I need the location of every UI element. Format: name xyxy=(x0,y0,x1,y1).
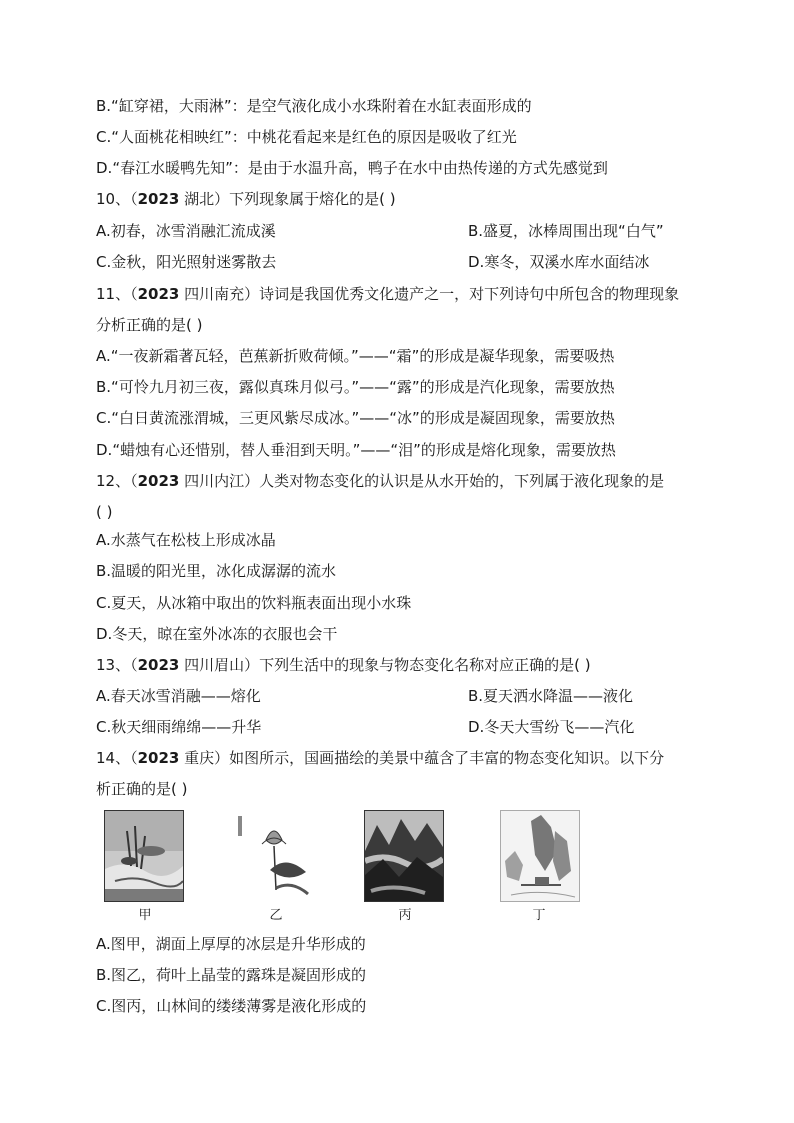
q13-number: 13、（ xyxy=(96,656,138,674)
figure-ding-caption: 丁 xyxy=(532,908,546,923)
q12-option-d: D.冬天，晾在室外冰冻的衣服也会干 xyxy=(96,625,338,643)
q10-option-b: B.盛夏，冰棒周围出现“白气” xyxy=(468,222,664,240)
q10-number: 10、（ xyxy=(96,190,138,208)
q14-stem-line2: 析正确的是( ) xyxy=(96,780,188,798)
q12-stem-line2: ( ) xyxy=(96,503,113,521)
q9-option-d: D.“春江水暖鸭先知”：是由于水温升高，鸭子在水中由热传递的方式先感觉到 xyxy=(96,159,608,177)
q14-option-c: C.图丙，山林间的缕缕薄雾是液化形成的 xyxy=(96,997,367,1015)
q10-option-d: D.寒冬，双溪水库水面结冰 xyxy=(468,253,650,271)
q12-year: 2023 xyxy=(137,472,180,490)
q13-option-c: C.秋天细雨绵绵——升华 xyxy=(96,718,262,736)
q10-option-a: A.初春，冰雪消融汇流成溪 xyxy=(96,222,276,240)
q13-option-a: A.春天冰雪消融——熔化 xyxy=(96,687,261,705)
q10-year: 2023 xyxy=(137,190,180,208)
q11-option-d: D.“蜡烛有心还惜别，替人垂泪到天明。”——“泪”的形成是熔化现象，需要放热 xyxy=(96,441,616,459)
q12-text: 四川内江）人类对物态变化的认识是从水开始的，下列属于液化现象的是 xyxy=(179,472,665,490)
q11-number: 11、（ xyxy=(96,285,138,303)
q11-text: 四川南充）诗词是我国优秀文化遗产之一，对下列诗句中所包含的物理现象 xyxy=(179,285,680,303)
q11-stem xyxy=(96,284,679,304)
q13-stem xyxy=(96,655,591,675)
figure-bing-caption: 丙 xyxy=(398,908,412,923)
q12-stem xyxy=(96,471,664,491)
q14-number: 14、（ xyxy=(96,749,138,767)
q10-option-c: C.金秋，阳光照射迷雾散去 xyxy=(96,253,277,271)
figure-jia-image xyxy=(104,810,184,902)
q11-option-b: B.“可怜九月初三夜，露似真珠月似弓。”——“露”的形成是汽化现象，需要放热 xyxy=(96,378,615,396)
figure-bing-image xyxy=(364,810,444,902)
q10-text: 湖北）下列现象属于熔化的是( ) xyxy=(179,190,396,208)
q13-row2 xyxy=(96,717,635,737)
q12-option-a: A.水蒸气在松枝上形成冰晶 xyxy=(96,531,276,549)
q12-option-b: B.温暖的阳光里，冰化成潺潺的流水 xyxy=(96,562,337,580)
q13-row1 xyxy=(96,686,634,706)
q11-stem-line2: 分析正确的是( ) xyxy=(96,316,203,334)
q12-number: 12、（ xyxy=(96,472,138,490)
figure-ding-image xyxy=(500,810,580,902)
q14-option-a: A.图甲，湖面上厚厚的冰层是升华形成的 xyxy=(96,935,366,953)
q9-option-b: B.“缸穿裙，大雨淋”：是空气液化成小水珠附着在水缸表面形成的 xyxy=(96,97,532,115)
q13-year: 2023 xyxy=(137,656,180,674)
figure-yi-image xyxy=(236,810,314,900)
q10-row1 xyxy=(96,221,664,241)
q14-year: 2023 xyxy=(137,749,180,767)
q10-row2 xyxy=(96,252,650,272)
q13-option-d: D.冬天大雪纷飞——汽化 xyxy=(468,718,635,736)
q14-option-b: B.图乙，荷叶上晶莹的露珠是凝固形成的 xyxy=(96,966,367,984)
figure-yi-caption: 乙 xyxy=(269,908,283,923)
q12-option-c: C.夏天，从冰箱中取出的饮料瓶表面出现小水珠 xyxy=(96,594,412,612)
q14-text: 重庆）如图所示，国画描绘的美景中蕴含了丰富的物态变化知识。以下分 xyxy=(179,749,665,767)
q11-option-a: A.“一夜新霜著瓦轻，芭蕉新折败荷倾。”——“霜”的形成是凝华现象，需要吸热 xyxy=(96,347,615,365)
figure-jia-caption: 甲 xyxy=(138,908,152,923)
q9-option-c: C.“人面桃花相映红”：中桃花看起来是红色的原因是吸收了红光 xyxy=(96,128,517,146)
q10-stem xyxy=(96,189,396,209)
q13-option-b: B.夏天洒水降温——液化 xyxy=(468,687,634,705)
q14-stem xyxy=(96,748,664,768)
q13-text: 四川眉山）下列生活中的现象与物态变化名称对应正确的是( ) xyxy=(179,656,591,674)
q11-option-c: C.“白日黄流涨渭城，三更风紫尽成冰。”——“冰”的形成是凝固现象，需要放热 xyxy=(96,409,615,427)
q11-year: 2023 xyxy=(137,285,180,303)
